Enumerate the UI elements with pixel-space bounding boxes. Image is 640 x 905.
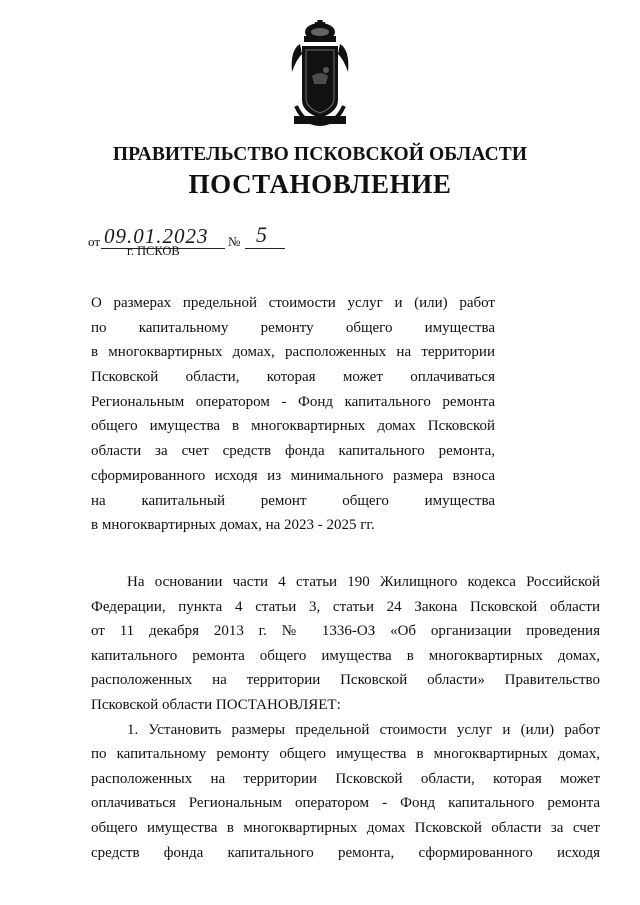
number-prefix: №: [228, 234, 241, 249]
body-line: расположенных на территории Псковской области» Правительство: [91, 672, 600, 689]
number-underline: [245, 248, 285, 249]
document-title: [91, 291, 495, 538]
city-label: г. ПСКОВ: [127, 244, 180, 258]
title-line: по капитальному ремонту общего имущества: [91, 319, 495, 336]
body-line: 1. Установить размеры предельной стоимости услуг и (или) работ: [127, 721, 600, 738]
body-line: Псковской области ПОСТАНОВЛЯЕТ:: [91, 696, 341, 713]
body-line: расположенных на территории Псковской области, которая может: [91, 770, 600, 787]
title-line: Региональным оператором - Фонд капитального ремонта: [91, 393, 495, 410]
coat-of-arms-icon: [282, 20, 358, 128]
handwritten-number: 5: [256, 222, 267, 247]
body-line: от 11 декабря 2013 г. № 1336-ОЗ «Об организации проведения: [91, 623, 600, 640]
body-line: по капитальному ремонту общего имущества в многоквартирных домах,: [91, 746, 600, 763]
title-line: общего имущества в многоквартирных домах Псковской: [91, 418, 495, 435]
title-line: сформированного исходя из минимального размера взноса: [91, 467, 495, 484]
title-line: области за счет средств фонда капитального ремонта,: [91, 443, 495, 460]
body-line: средств фонда капитального ремонта, сформированного исходя: [91, 844, 600, 861]
title-line: О размерах предельной стоимости услуг и (или) работ: [91, 295, 495, 311]
body-line: капитального ремонта общего имущества в многоквартирных домах,: [91, 647, 600, 664]
body-line: Федерации, пункта 4 статьи 3, статьи 24 Закона Псковской области: [91, 598, 600, 615]
document-body: [91, 570, 600, 865]
body-line: оплачиваться Региональным оператором - Фонд капитального ремонта: [91, 795, 600, 812]
body-line: общего имущества в многоквартирных домах Псковской области за счет: [91, 819, 600, 836]
title-line: в многоквартирных домах, расположенных на территории: [91, 344, 495, 361]
document-type: ПОСТАНОВЛЕНИЕ: [188, 169, 452, 199]
date-number-row: [88, 222, 288, 250]
handwritten-date: 09.01.2023: [104, 224, 209, 248]
title-line: в многоквартирных домах, на 2023 - 2025 гг.: [91, 517, 375, 534]
title-line: на капитальный ремонт общего имущества: [91, 492, 495, 509]
date-prefix: от: [88, 234, 101, 249]
title-line: Псковской области, которая может оплачиваться: [91, 369, 495, 386]
body-line: На основании части 4 статьи 190 Жилищного кодекса Российской: [127, 574, 600, 590]
organization-name: ПРАВИТЕЛЬСТВО ПСКОВСКОЙ ОБЛАСТИ: [112, 144, 528, 165]
